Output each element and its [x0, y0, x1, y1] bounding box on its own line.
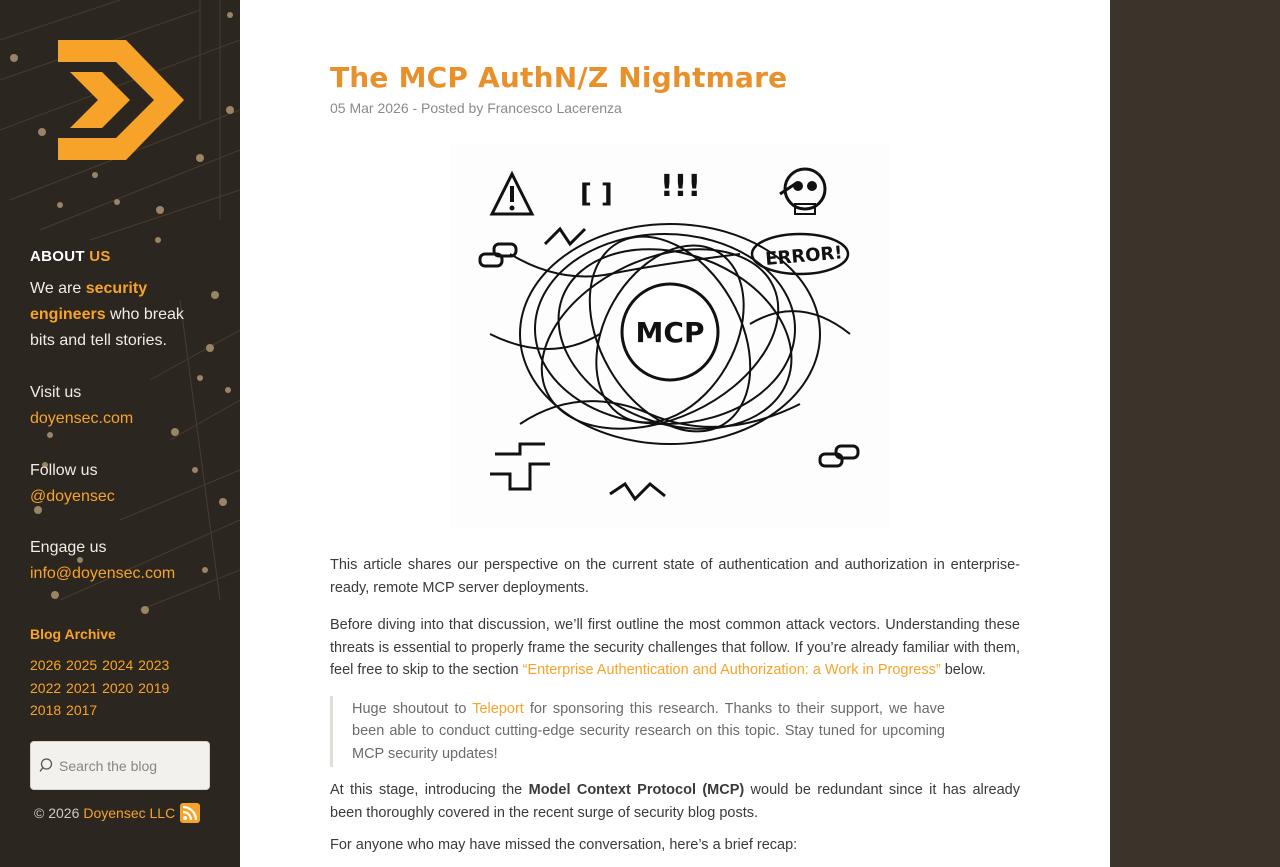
- blog-archive-title: Blog Archive: [30, 626, 116, 642]
- search-input[interactable]: [59, 758, 199, 774]
- article: [330, 60, 1020, 857]
- website-link[interactable]: doyensec.com: [30, 410, 134, 427]
- archive-year-link[interactable]: 2020: [102, 679, 134, 696]
- about-heading-accent: US: [89, 248, 111, 265]
- callout-text-end: for sponsoring this research. Thanks to their support, we have been able to conduct cutting-edge security research on this topic. Stay tuned for upcoming MCP security updates!: [352, 700, 945, 762]
- right-background: [1110, 0, 1280, 867]
- post-title: The MCP AuthN/Z Nightmare: [330, 61, 788, 94]
- post-author: Francesco Lacerenza: [487, 100, 622, 116]
- context-paragraph: [330, 614, 1020, 682]
- blog-archive-years: [30, 654, 200, 722]
- main-content: [240, 0, 1110, 867]
- archive-year-link[interactable]: 2018: [30, 702, 62, 718]
- mcp-intro-tail: would be redundant since it has already been thoroughly covered in the recent surge of security blog posts.: [330, 782, 1020, 821]
- archive-year-link[interactable]: 2024: [102, 657, 134, 673]
- svg-text:ERROR!: ERROR!: [764, 242, 844, 271]
- email-link[interactable]: info@doyensec.com: [30, 565, 176, 582]
- archive-year-link[interactable]: 2023: [138, 657, 170, 673]
- context-paragraph-tail: below.: [940, 662, 986, 678]
- mcp-intro-text: At this stage, introducing the: [330, 782, 529, 798]
- svg-text:[ ]: [ ]: [580, 179, 613, 209]
- about-heading: [30, 248, 111, 265]
- visit-block: [30, 380, 133, 432]
- about-text-intro: We are: [30, 280, 86, 297]
- about-heading-word: ABOUT: [30, 248, 85, 265]
- archive-year-link[interactable]: 2022: [30, 679, 62, 696]
- mcp-intro-paragraph: [330, 779, 1020, 824]
- company-link[interactable]: Doyensec LLC: [83, 805, 176, 821]
- follow-block: [30, 458, 115, 510]
- sponsor-callout: [330, 696, 1020, 768]
- mcp-bold-term: Model Context Protocol (MCP): [528, 782, 745, 798]
- sponsor-link[interactable]: Teleport: [472, 700, 524, 717]
- about-text: [30, 276, 210, 354]
- archive-year-link[interactable]: 2021: [66, 679, 98, 696]
- archive-year-link[interactable]: 2017: [66, 702, 98, 718]
- follow-label: Follow us: [30, 462, 98, 479]
- post-meta: [330, 100, 1020, 116]
- search-box[interactable]: [30, 741, 210, 790]
- engage-block: [30, 535, 175, 587]
- engage-label: Engage us: [30, 539, 107, 556]
- sidebar: [0, 0, 240, 867]
- footer: [34, 803, 200, 823]
- recap-paragraph: For anyone who may have missed the conversation, here’s a brief recap:: [330, 837, 798, 853]
- copyright-text: © 2026: [34, 805, 80, 821]
- hero-illustration: [450, 144, 890, 529]
- search-icon: [39, 758, 54, 773]
- twitter-link[interactable]: @doyensec: [30, 488, 115, 505]
- doyensec-logo[interactable]: [56, 40, 184, 160]
- intro-paragraph: This article shares our perspective on the current state of authentication and authorization in enterprise-ready, remote MCP server deployments.: [330, 557, 1020, 596]
- svg-text:MCP: MCP: [635, 316, 705, 349]
- posted-by-label: - Posted by: [408, 100, 488, 116]
- about-text-accent: security engineers: [30, 280, 148, 323]
- section-anchor-link[interactable]: “Enterprise Authentication and Authorization: a Work in Progress”: [522, 662, 941, 678]
- archive-year-link[interactable]: 2019: [138, 679, 170, 696]
- archive-year-link[interactable]: 2025: [66, 657, 98, 673]
- archive-year-link[interactable]: 2026: [30, 657, 62, 673]
- post-date: 05 Mar 2026: [330, 100, 409, 116]
- context-paragraph-text: Before diving into that discussion, we’ll first outline the most common attack vectors. Understanding these threats is essential to properly frame the security challenges that follow. If you’re already familiar with them, feel free to skip to the section: [330, 617, 1020, 678]
- callout-text-start: Huge shoutout to: [352, 700, 473, 717]
- rss-icon[interactable]: [180, 803, 200, 823]
- about-text-outro: who break bits and tell stories.: [30, 306, 184, 349]
- visit-label: Visit us: [30, 384, 82, 401]
- svg-text:!!!: !!!: [660, 169, 702, 204]
